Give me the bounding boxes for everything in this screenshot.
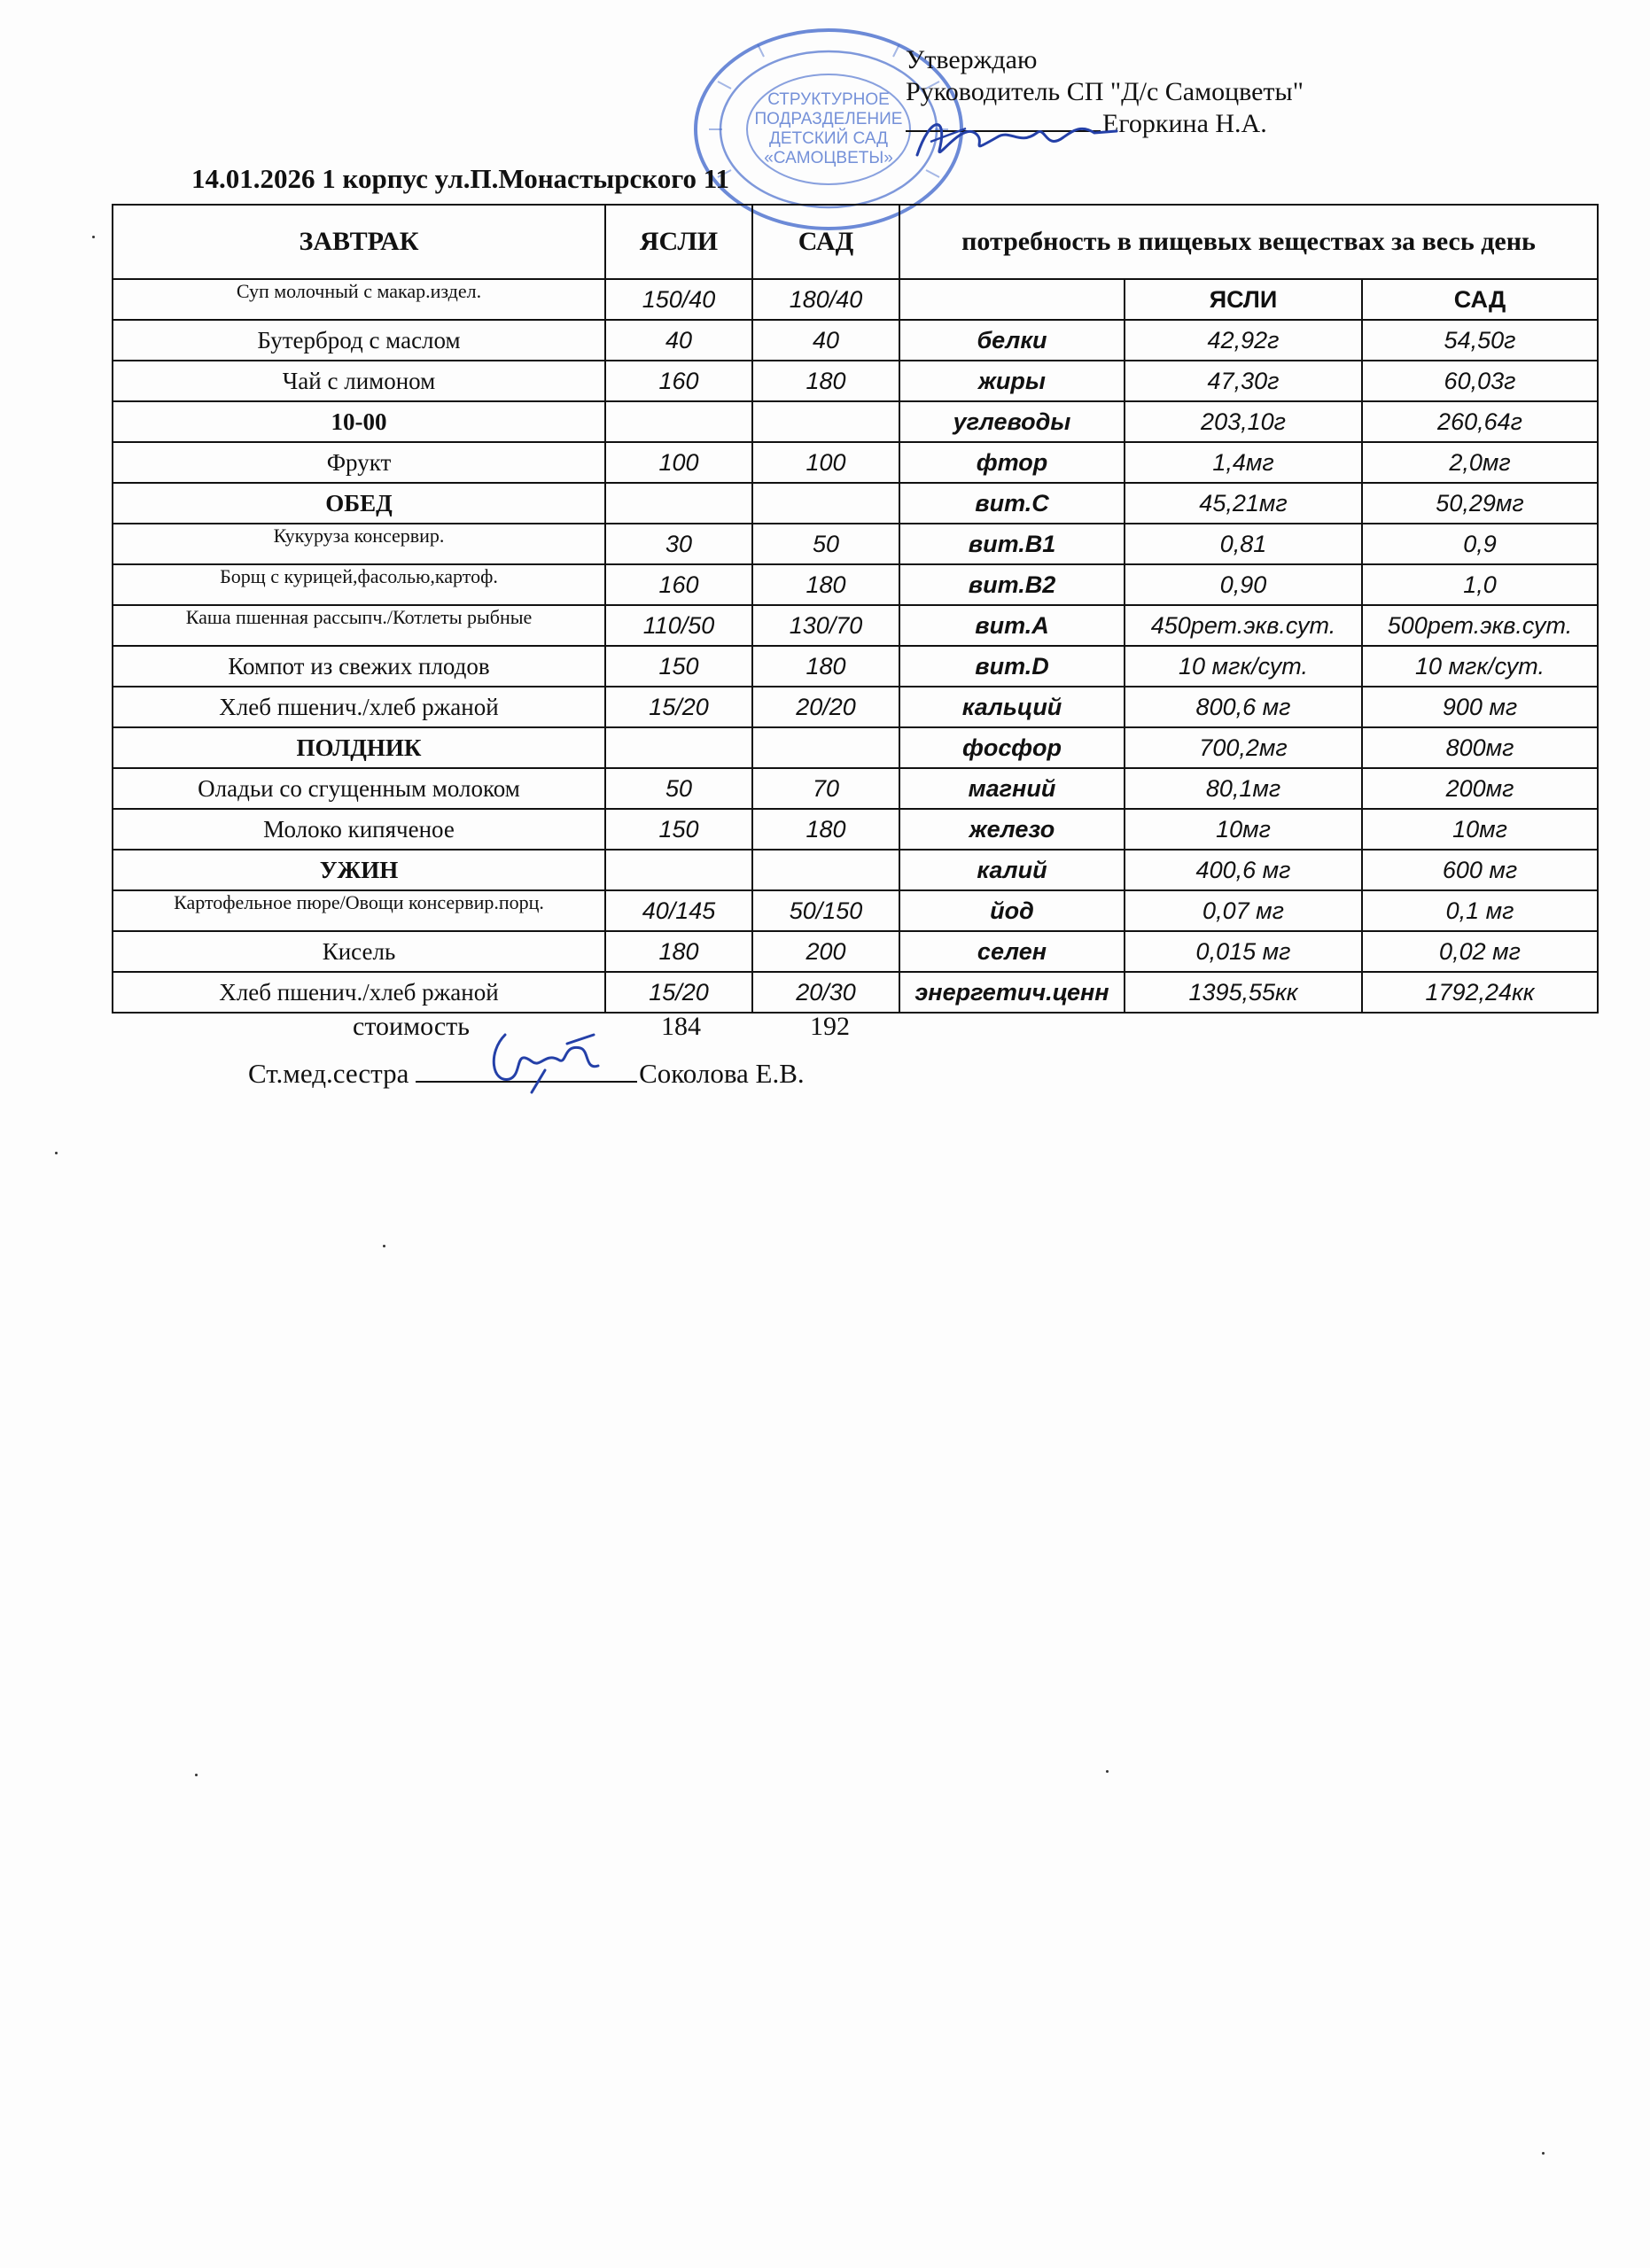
table-row xyxy=(113,931,1598,972)
nutrient-name: вит.С xyxy=(899,483,1125,524)
nutrient-name: железо xyxy=(899,809,1125,850)
dish-name: Хлеб пшенич./хлеб ржаной xyxy=(113,972,605,1013)
portion-sad: 180 xyxy=(752,564,899,605)
svg-text:СТРУКТУРНОЕ: СТРУКТУРНОЕ xyxy=(767,90,890,109)
table-row xyxy=(113,972,1598,1013)
nutrient-sad: 800мг xyxy=(1362,727,1598,768)
portion-sad: 100 xyxy=(752,442,899,483)
director-signature xyxy=(913,106,1125,168)
portion-sad: 20/20 xyxy=(752,687,899,727)
nutrient-sad: 1792,24кк xyxy=(1362,972,1598,1013)
portion-sad xyxy=(752,483,899,524)
portion-sad: 20/30 xyxy=(752,972,899,1013)
nutrient-yasli: 0,90 xyxy=(1125,564,1362,605)
nutrient-sad: 500рет.экв.сут. xyxy=(1362,605,1598,646)
cost-label: стоимость xyxy=(353,1012,470,1041)
header-sad: САД xyxy=(752,205,899,279)
scan-speck xyxy=(195,1774,198,1776)
dish-name: Суп молочный с макар.издел. xyxy=(113,279,605,320)
nutrient-name: фосфор xyxy=(899,727,1125,768)
cost-yasli: 184 xyxy=(661,1012,701,1041)
nutrient-name: жиры xyxy=(899,361,1125,401)
scan-speck xyxy=(383,1245,385,1247)
table-row xyxy=(113,564,1598,605)
nutrient-sad: 0,02 мг xyxy=(1362,931,1598,972)
portion-yasli: 110/50 xyxy=(605,605,752,646)
portion-sad: 180 xyxy=(752,361,899,401)
table-row xyxy=(113,768,1598,809)
portion-yasli: 30 xyxy=(605,524,752,564)
nutrient-yasli: 0,81 xyxy=(1125,524,1362,564)
nutrient-sad: 1,0 xyxy=(1362,564,1598,605)
nutrient-sad: 60,03г xyxy=(1362,361,1598,401)
dish-name: Кукуруза консервир. xyxy=(113,524,605,564)
meal-heading: ОБЕД xyxy=(113,483,605,524)
nutrient-name: кальций xyxy=(899,687,1125,727)
table-row xyxy=(113,687,1598,727)
nutrient-name: йод xyxy=(899,890,1125,931)
dish-name: Молоко кипяченое xyxy=(113,809,605,850)
nutrient-yasli: 1,4мг xyxy=(1125,442,1362,483)
cost-sad: 192 xyxy=(810,1012,850,1041)
portion-yasli: 40/145 xyxy=(605,890,752,931)
table-row xyxy=(113,524,1598,564)
nutrient-sad: 50,29мг xyxy=(1362,483,1598,524)
svg-text:«САМОЦВЕТЫ»: «САМОЦВЕТЫ» xyxy=(764,149,893,167)
portion-yasli xyxy=(605,483,752,524)
approval-position: Руководитель СП "Д/с Самоцветы" xyxy=(906,77,1304,106)
dish-name: Каша пшенная рассыпч./Котлеты рыбные xyxy=(113,605,605,646)
nutrient-yasli: 450рет.экв.сут. xyxy=(1125,605,1362,646)
portion-sad xyxy=(752,727,899,768)
meal-heading: 10-00 xyxy=(113,401,605,442)
nutrient-name: энергетич.ценн xyxy=(899,972,1125,1013)
nutrient-sad: 0,1 мг xyxy=(1362,890,1598,931)
nutrient-yasli: 10мг xyxy=(1125,809,1362,850)
table-row xyxy=(113,727,1598,768)
dish-name: Фрукт xyxy=(113,442,605,483)
nutrient-name: фтор xyxy=(899,442,1125,483)
scan-speck xyxy=(92,236,95,238)
table-row xyxy=(113,442,1598,483)
portion-sad: 40 xyxy=(752,320,899,361)
meal-heading: ПОЛДНИК xyxy=(113,727,605,768)
approval-name: Егоркина Н.А. xyxy=(1102,109,1267,138)
menu-table xyxy=(112,204,1599,1014)
nutrient-yasli: 1395,55кк xyxy=(1125,972,1362,1013)
portion-yasli xyxy=(605,850,752,890)
table-row xyxy=(113,361,1598,401)
portion-sad xyxy=(752,850,899,890)
portion-yasli: 40 xyxy=(605,320,752,361)
nutrient-yasli: 400,6 мг xyxy=(1125,850,1362,890)
nutrient-yasli: 203,10г xyxy=(1125,401,1362,442)
portion-sad xyxy=(752,401,899,442)
nurse-name: Соколова Е.В. xyxy=(639,1058,805,1089)
nutrient-sad: 0,9 xyxy=(1362,524,1598,564)
table-row xyxy=(113,320,1598,361)
nutrient-header-blank xyxy=(899,279,1125,320)
svg-text:ДЕТСКИЙ САД: ДЕТСКИЙ САД xyxy=(768,129,889,148)
approval-title: Утверждаю xyxy=(906,45,1038,74)
document-title: 14.01.2026 1 корпус ул.П.Монастырского 11 xyxy=(191,163,730,194)
scan-speck xyxy=(55,1152,58,1154)
portion-yasli: 50 xyxy=(605,768,752,809)
dish-name: Бутерброд с маслом xyxy=(113,320,605,361)
nutrient-sad: 900 мг xyxy=(1362,687,1598,727)
header-needs: потребность в пищевых веществах за весь день xyxy=(899,205,1598,279)
dish-name: Чай с лимоном xyxy=(113,361,605,401)
table-row xyxy=(113,605,1598,646)
nutrient-name: калий xyxy=(899,850,1125,890)
portion-sad: 200 xyxy=(752,931,899,972)
nutrient-name: вит.D xyxy=(899,646,1125,687)
nutrient-yasli: 700,2мг xyxy=(1125,727,1362,768)
portion-yasli: 160 xyxy=(605,361,752,401)
nutrient-sad: 200мг xyxy=(1362,768,1598,809)
table-row xyxy=(113,401,1598,442)
nutrient-yasli: 42,92г xyxy=(1125,320,1362,361)
nutrient-name: белки xyxy=(899,320,1125,361)
portion-sad: 50/150 xyxy=(752,890,899,931)
portion-yasli: 150/40 xyxy=(605,279,752,320)
nutrient-header-sad: САД xyxy=(1362,279,1598,320)
header-yasli: ЯСЛИ xyxy=(605,205,752,279)
portion-sad: 70 xyxy=(752,768,899,809)
nutrient-yasli: 47,30г xyxy=(1125,361,1362,401)
nutrient-yasli: 0,07 мг xyxy=(1125,890,1362,931)
portion-yasli: 160 xyxy=(605,564,752,605)
table-row xyxy=(113,809,1598,850)
nutrient-yasli: 0,015 мг xyxy=(1125,931,1362,972)
table-row xyxy=(113,483,1598,524)
nutrient-yasli: 45,21мг xyxy=(1125,483,1362,524)
dish-name: Картофельное пюре/Овощи консервир.порц. xyxy=(113,890,605,931)
nutrient-name: вит.А xyxy=(899,605,1125,646)
table-row xyxy=(113,279,1598,320)
nutrient-sad: 2,0мг xyxy=(1362,442,1598,483)
scan-speck xyxy=(1106,1770,1109,1773)
nutrient-header-yasli: ЯСЛИ xyxy=(1125,279,1362,320)
nutrient-name: вит.В1 xyxy=(899,524,1125,564)
portion-yasli: 15/20 xyxy=(605,687,752,727)
nutrient-yasli: 10 мгк/сут. xyxy=(1125,646,1362,687)
nutrient-sad: 600 мг xyxy=(1362,850,1598,890)
portion-yasli xyxy=(605,401,752,442)
nutrient-name: магний xyxy=(899,768,1125,809)
portion-yasli: 150 xyxy=(605,646,752,687)
nutrient-yasli: 800,6 мг xyxy=(1125,687,1362,727)
table-row xyxy=(113,850,1598,890)
dish-name: Кисель xyxy=(113,931,605,972)
portion-yasli xyxy=(605,727,752,768)
portion-sad: 180 xyxy=(752,809,899,850)
nutrient-yasli: 80,1мг xyxy=(1125,768,1362,809)
portion-yasli: 150 xyxy=(605,809,752,850)
portion-yasli: 15/20 xyxy=(605,972,752,1013)
table-row xyxy=(113,646,1598,687)
portion-sad: 180 xyxy=(752,646,899,687)
svg-text:ПОДРАЗДЕЛЕНИЕ: ПОДРАЗДЕЛЕНИЕ xyxy=(754,110,903,128)
meal-heading: УЖИН xyxy=(113,850,605,890)
nurse-signature xyxy=(479,1017,611,1106)
portion-yasli: 100 xyxy=(605,442,752,483)
nutrient-name: селен xyxy=(899,931,1125,972)
portion-sad: 50 xyxy=(752,524,899,564)
portion-sad: 180/40 xyxy=(752,279,899,320)
portion-sad: 130/70 xyxy=(752,605,899,646)
nutrient-sad: 10мг xyxy=(1362,809,1598,850)
dish-name: Хлеб пшенич./хлеб ржаной xyxy=(113,687,605,727)
nutrient-sad: 10 мгк/сут. xyxy=(1362,646,1598,687)
nurse-label: Ст.мед.сестра xyxy=(248,1058,409,1089)
nutrient-sad: 54,50г xyxy=(1362,320,1598,361)
header-meal: ЗАВТРАК xyxy=(113,205,605,279)
table-row xyxy=(113,890,1598,931)
dish-name: Оладьи со сгущенным молоком xyxy=(113,768,605,809)
dish-name: Компот из свежих плодов xyxy=(113,646,605,687)
scan-speck xyxy=(1542,2152,1545,2155)
table-header-row xyxy=(113,205,1598,279)
nutrient-sad: 260,64г xyxy=(1362,401,1598,442)
portion-yasli: 180 xyxy=(605,931,752,972)
nutrient-name: вит.В2 xyxy=(899,564,1125,605)
nutrient-name: углеводы xyxy=(899,401,1125,442)
dish-name: Борщ с курицей,фасолью,картоф. xyxy=(113,564,605,605)
